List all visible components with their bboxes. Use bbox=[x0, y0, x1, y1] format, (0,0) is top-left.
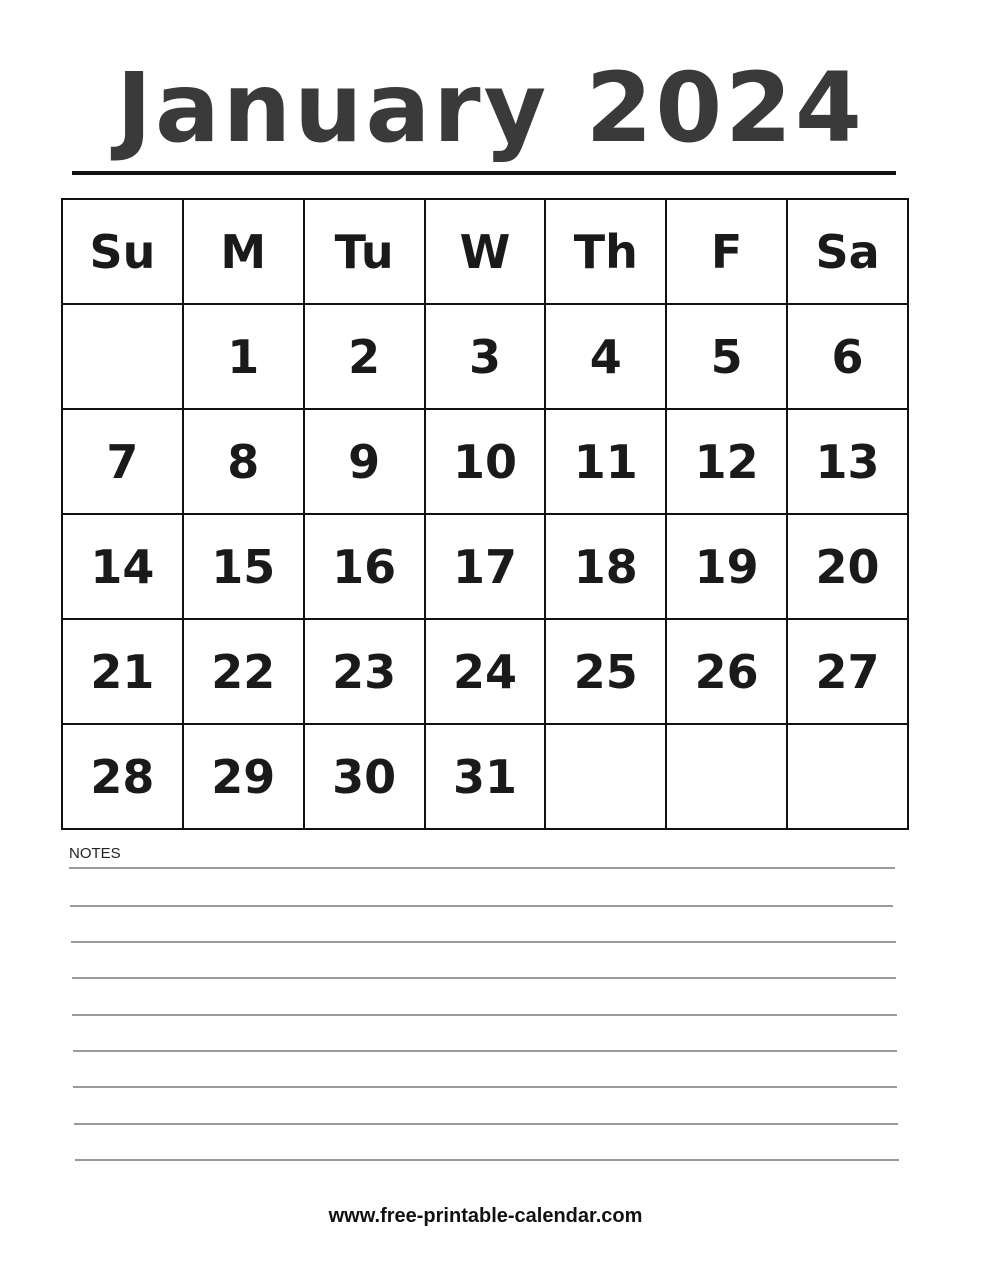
notes-label: NOTES bbox=[69, 845, 121, 862]
day-cell: 27 bbox=[787, 619, 908, 724]
day-cell: 22 bbox=[183, 619, 304, 724]
note-line bbox=[70, 905, 893, 907]
day-cell: 2 bbox=[304, 304, 425, 409]
day-cell: 13 bbox=[787, 409, 908, 514]
footer-url: www.free-printable-calendar.com bbox=[328, 1205, 643, 1227]
weekday-thursday: Th bbox=[545, 199, 666, 304]
note-line bbox=[73, 1050, 897, 1052]
day-cell: 14 bbox=[62, 514, 183, 619]
day-cell: 29 bbox=[183, 724, 304, 829]
day-cell: 12 bbox=[666, 409, 787, 514]
day-cell: 1 bbox=[183, 304, 304, 409]
week-row-2 bbox=[62, 409, 908, 514]
week-row-3 bbox=[62, 514, 908, 619]
day-cell: 15 bbox=[183, 514, 304, 619]
note-line bbox=[71, 941, 896, 943]
week-row-1 bbox=[62, 304, 908, 409]
day-cell: 23 bbox=[304, 619, 425, 724]
weekday-wednesday: W bbox=[425, 199, 546, 304]
day-cell: 19 bbox=[666, 514, 787, 619]
calendar-title: January 2024 bbox=[116, 52, 865, 164]
week-row-5 bbox=[62, 724, 908, 829]
day-cell: 28 bbox=[62, 724, 183, 829]
day-cell: 20 bbox=[787, 514, 908, 619]
note-line bbox=[72, 1014, 897, 1016]
day-cell: 25 bbox=[545, 619, 666, 724]
day-cell: 11 bbox=[545, 409, 666, 514]
note-line bbox=[74, 1123, 898, 1125]
day-cell: 4 bbox=[545, 304, 666, 409]
day-cell: 31 bbox=[425, 724, 546, 829]
day-cell: 30 bbox=[304, 724, 425, 829]
day-cell bbox=[787, 724, 908, 829]
title-divider bbox=[72, 171, 896, 175]
day-cell: 5 bbox=[666, 304, 787, 409]
day-cell: 21 bbox=[62, 619, 183, 724]
day-cell bbox=[62, 304, 183, 409]
note-line bbox=[73, 1086, 897, 1088]
weekday-saturday: Sa bbox=[787, 199, 908, 304]
day-cell: 18 bbox=[545, 514, 666, 619]
weekday-tuesday: Tu bbox=[304, 199, 425, 304]
day-cell bbox=[666, 724, 787, 829]
day-cell: 9 bbox=[304, 409, 425, 514]
weekday-friday: F bbox=[666, 199, 787, 304]
day-cell: 16 bbox=[304, 514, 425, 619]
day-cell: 26 bbox=[666, 619, 787, 724]
day-cell: 3 bbox=[425, 304, 546, 409]
weekday-sunday: Su bbox=[62, 199, 183, 304]
day-cell: 17 bbox=[425, 514, 546, 619]
day-cell: 6 bbox=[787, 304, 908, 409]
calendar-grid bbox=[61, 198, 909, 830]
weekday-header-row bbox=[62, 199, 908, 304]
day-cell: 10 bbox=[425, 409, 546, 514]
week-row-4 bbox=[62, 619, 908, 724]
note-line bbox=[69, 867, 895, 869]
day-cell: 7 bbox=[62, 409, 183, 514]
note-line bbox=[75, 1159, 899, 1161]
day-cell: 8 bbox=[183, 409, 304, 514]
day-cell: 24 bbox=[425, 619, 546, 724]
day-cell bbox=[545, 724, 666, 829]
weekday-monday: M bbox=[183, 199, 304, 304]
note-line bbox=[72, 977, 896, 979]
